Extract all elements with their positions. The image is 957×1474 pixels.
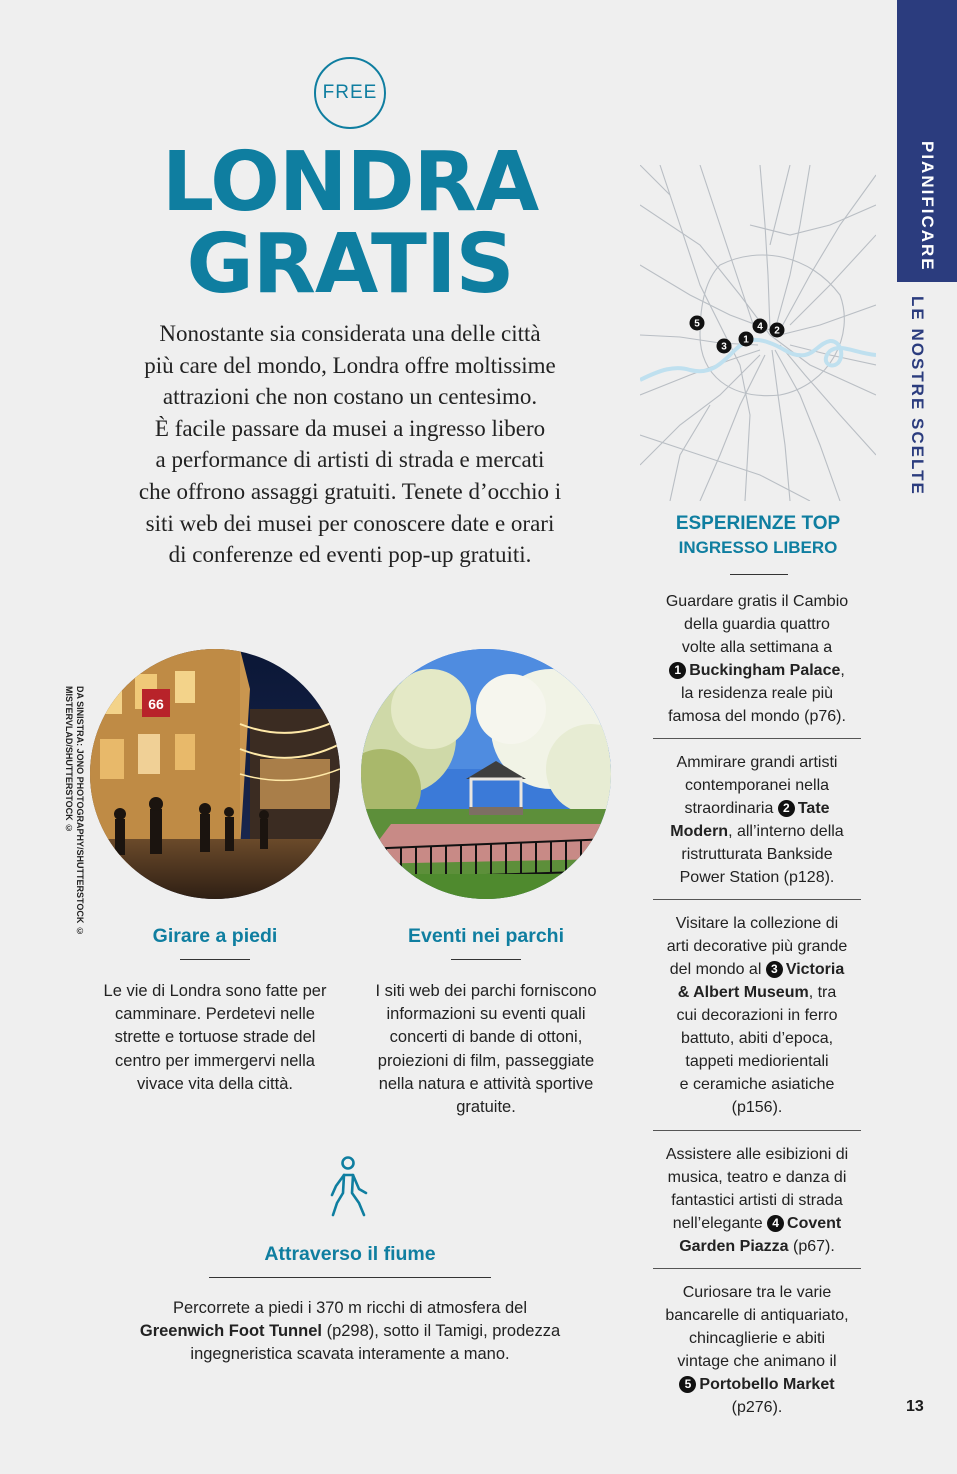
photo-credit-line-1: DA SINISTRA: JONO PHOTOGRAPHY/SHUTTERSTOCK ©: [75, 686, 85, 936]
river-line: ingegneristica scavata interamente a mano.: [190, 1345, 510, 1364]
intro-line: È facile passare da musei a ingresso libero: [154, 415, 546, 441]
experience-divider: [653, 1130, 861, 1131]
subsection-label: LE NOSTRE SCELTE: [908, 296, 927, 496]
walking-line: strette e tortuose strade del: [114, 1028, 316, 1047]
photo-credit-line-2: MISTERVLAD/SHUTTERSTOCK ©: [64, 686, 74, 834]
greenwich-foot-tunnel: Greenwich Foot Tunnel: [139, 1322, 322, 1341]
river-section-title: Attraverso il fiume: [264, 1243, 436, 1265]
walking-section-text: [80, 980, 350, 1096]
free-badge: FREE: [314, 57, 386, 129]
walking-line: centro per immergervi nella: [115, 1051, 315, 1070]
experience-item-2: Ammirare grandi artisti contemporanei nella straordinaria 2 Tate Modern, all’interno della ristrutturata Bankside Power Station (p128).: [670, 754, 844, 886]
pedestrian-icon: [326, 1155, 372, 1221]
experience-item-3: Visitare la collezione di arti decorative più grande del mondo al 3 Victoria & Albert Museum, tra cui decorazioni in ferro battuto, abiti d’epoca, tappeti mediorientali e ceramiche asiatiche (p156).: [666, 915, 848, 1116]
parks-section-rule: [451, 959, 521, 960]
map-marker-1: 1: [743, 334, 749, 346]
experience-item-5: Curiosare tra le varie bancarelle di antiquariato, chincaglierie e abiti vintage che animano il 5 Portobello Market (p276).: [665, 1284, 849, 1416]
parks-section-title: Eventi nei parchi: [407, 925, 565, 947]
park-photo: [361, 649, 611, 899]
experience-item-4: Assistere alle esibizioni di musica, teatro e danza di fantastici artisti di strada nell’elegante 4 Covent Garden Piazza (p67).: [665, 1146, 849, 1255]
victoria-albert-part-1: Victoria: [785, 961, 845, 978]
river-section-rule: [209, 1277, 491, 1278]
top-experiences-title-line-1: ESPERIENZE TOP: [675, 513, 841, 534]
victoria-albert-part-2: & Albert Museum: [677, 984, 809, 1001]
parks-line: concerti di bande di ottoni,: [389, 1028, 583, 1047]
number-marker-1: 1: [669, 662, 686, 679]
parks-section-text: [351, 980, 621, 1119]
number-marker-3: 3: [766, 961, 783, 978]
intro-line: attrazioni che non costano un centesimo.: [162, 384, 538, 410]
top-experiences-rule: [730, 574, 788, 575]
walking-line: camminare. Perdetevi nelle: [115, 1005, 315, 1024]
experience-divider: [653, 899, 861, 900]
page-title-line-1: LONDRA: [161, 135, 539, 230]
intro-line: di conferenze ed eventi pop-up gratuiti.: [168, 542, 532, 568]
covent-garden-part-2: Garden Piazza: [679, 1238, 789, 1255]
parks-line: proiezioni di film, passeggiate: [377, 1051, 595, 1070]
intro-line: siti web dei musei per conoscere date e orari: [145, 510, 555, 536]
map-marker-2: 2: [774, 325, 780, 337]
covent-garden-part-1: Covent: [787, 1215, 842, 1232]
section-tab-label: PIANIFICARE: [918, 141, 937, 272]
experience-divider: [653, 1268, 861, 1269]
walking-line: Le vie di Londra sono fatte per: [103, 982, 327, 1000]
parks-line: nella natura e attività sportive: [378, 1074, 594, 1093]
river-line: Greenwich Foot Tunnel (p298), sotto il Tamigi, prodezza: [139, 1322, 561, 1341]
map-marker-3: 3: [721, 341, 727, 353]
intro-line: che offrono assaggi gratuiti. Tenete d’occhio i: [138, 478, 562, 504]
top-experiences-title-line-2: INGRESSO LIBERO: [678, 538, 838, 557]
walking-section-title: Girare a piedi: [152, 925, 278, 947]
tate-modern-part-2: Modern: [670, 823, 729, 840]
page-title: [60, 135, 640, 312]
london-map: [640, 165, 876, 501]
map-marker-5: 5: [694, 318, 700, 330]
intro-paragraph: [60, 318, 640, 571]
photo-credit: [61, 686, 85, 966]
walking-section-rule: [180, 959, 250, 960]
intro-line: a performance di artisti di strada e mercati: [155, 447, 545, 473]
walking-line: vivace vita della città.: [137, 1074, 293, 1093]
page-title-line-2: GRATIS: [186, 217, 514, 312]
parks-line: gratuite.: [456, 1098, 516, 1117]
shop-sign: 66: [148, 696, 164, 712]
tate-modern-part-1: Tate: [797, 800, 830, 817]
river-section-text: [100, 1297, 600, 1367]
parks-line: I siti web dei parchi forniscono: [375, 982, 597, 1000]
intro-line: più care del mondo, Londra offre moltissime: [144, 352, 556, 378]
number-marker-4: 4: [767, 1215, 784, 1232]
number-marker-2: 2: [778, 800, 795, 817]
experience-item-1: Guardare gratis il Cambio della guardia quattro volte alla settimana a 1 Buckingham Palace, la residenza reale più famosa del mondo (p76).: [665, 593, 849, 725]
intro-line: Nonostante sia considerata una delle città: [159, 321, 541, 346]
street-photo: [90, 649, 340, 899]
number-marker-5: 5: [679, 1376, 696, 1393]
portobello-market: Portobello Market: [699, 1376, 835, 1393]
page-number: 13: [906, 1398, 924, 1415]
buckingham-palace: Buckingham Palace: [689, 662, 841, 679]
map-marker-4: 4: [757, 321, 763, 333]
parks-line: informazioni su eventi quali: [386, 1005, 586, 1024]
river-line: Percorrete a piedi i 370 m ricchi di atmosfera del: [173, 1299, 527, 1317]
top-experiences-title: [640, 512, 876, 560]
experience-divider: [653, 738, 861, 739]
